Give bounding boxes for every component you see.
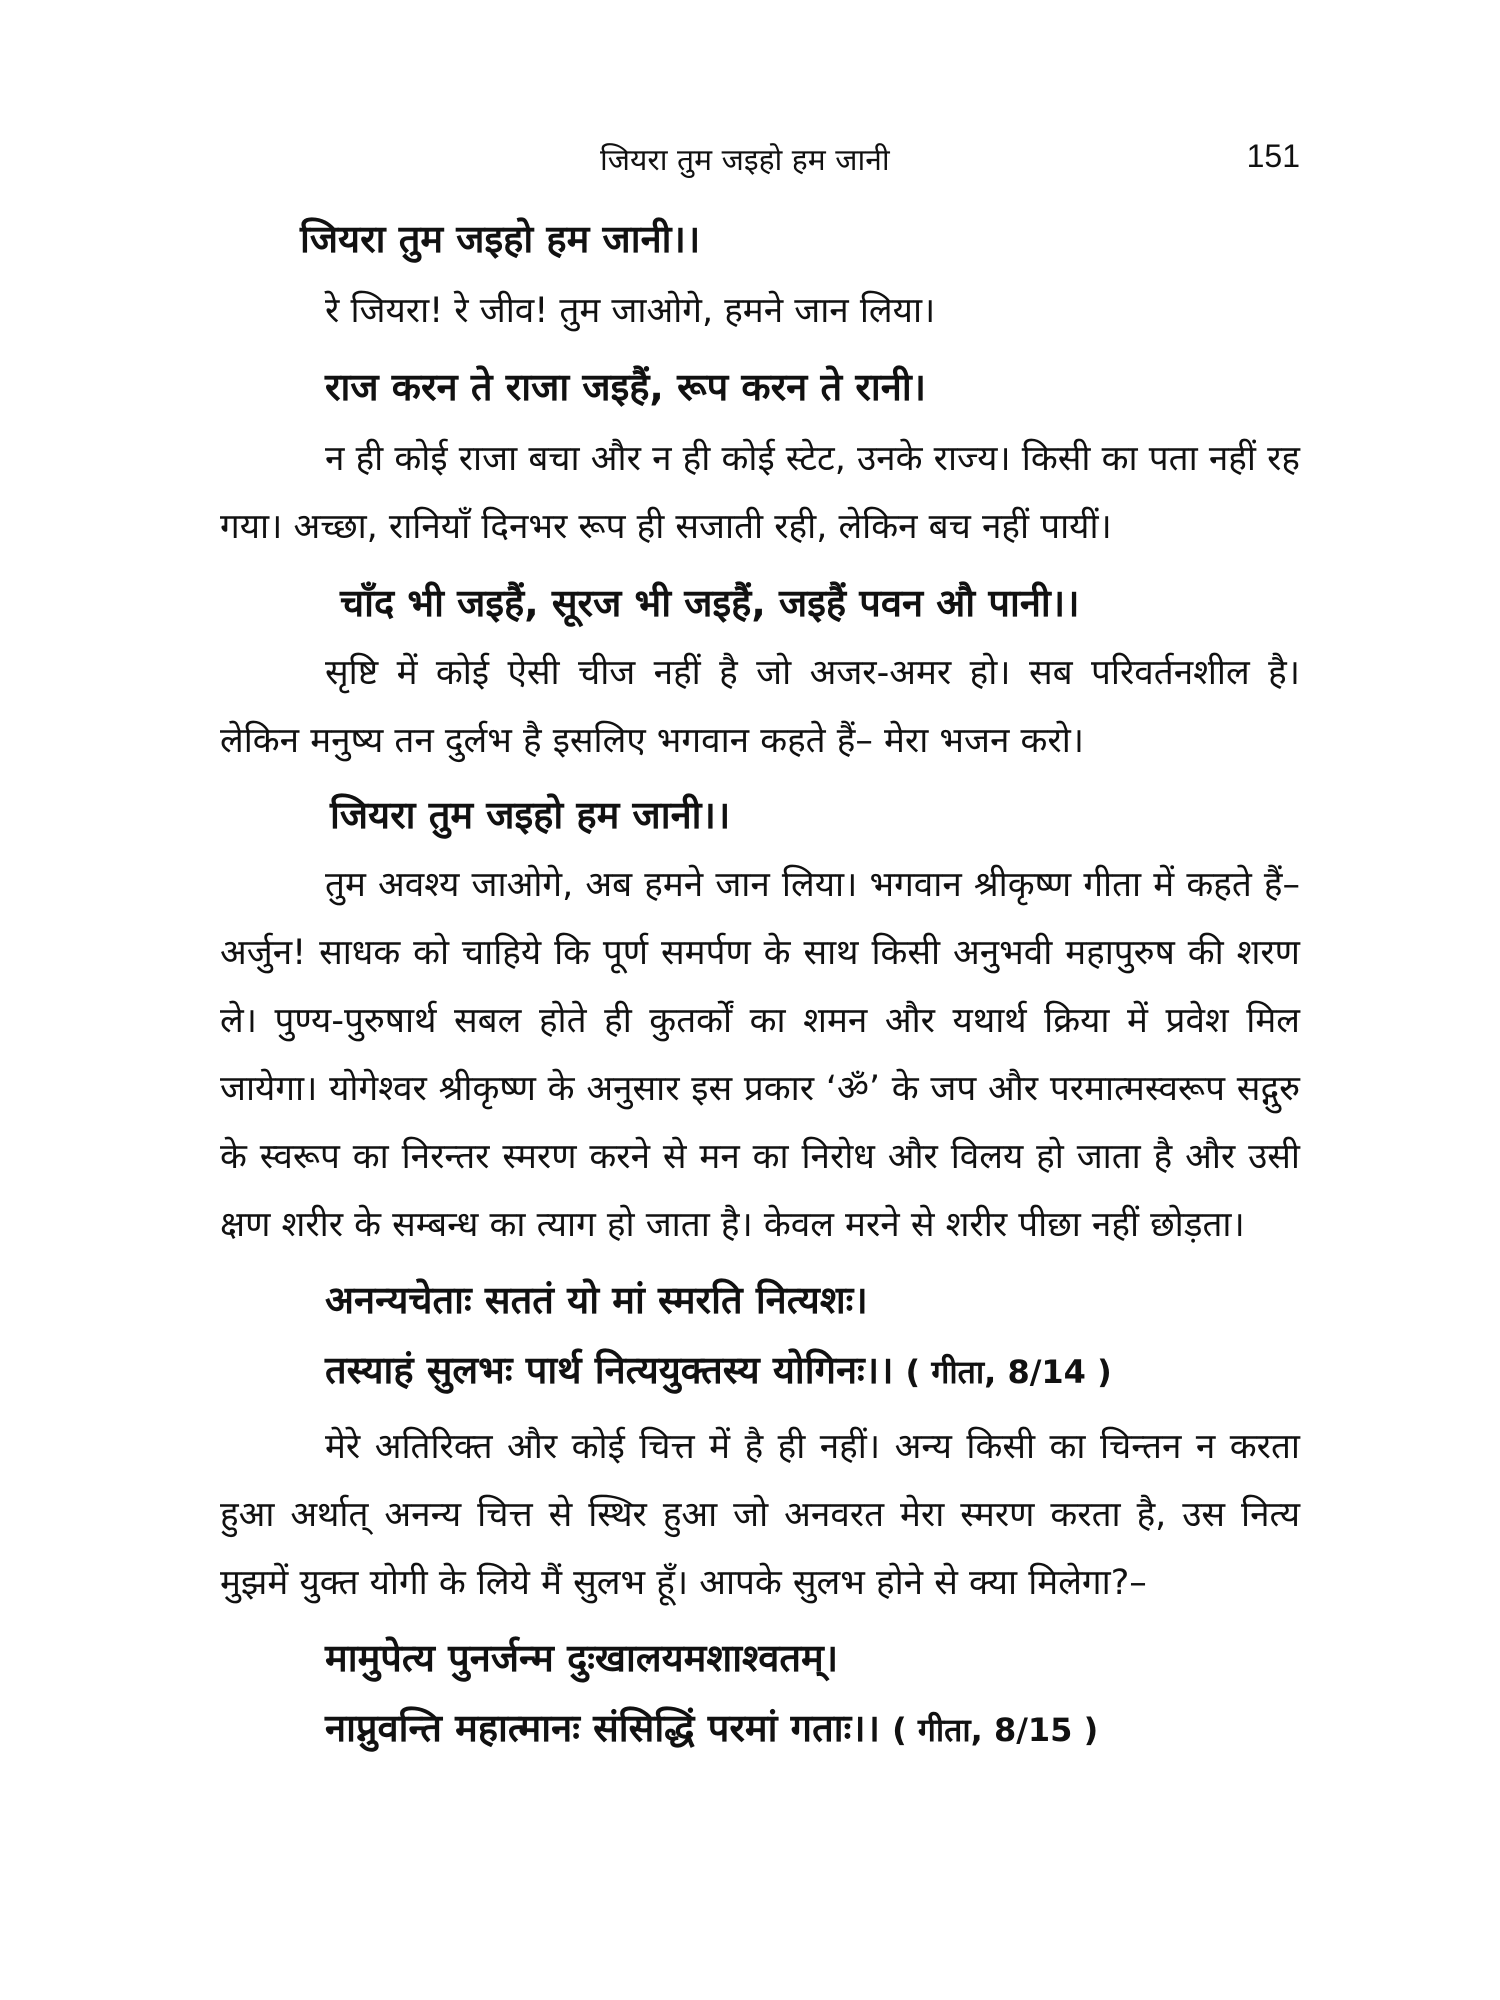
- sloka-line-text: नाप्नुवन्ति महात्मानः संसिद्धिं परमां गताः।।: [325, 1706, 881, 1750]
- gloss-paragraph-5: मेरे अतिरिक्त और कोई चित्त में है ही नहीं। अन्य किसी का चिन्तन न करता हुआ अर्थात् अनन्य चित्त से स्थिर हुआ जो अनवरत मेरा स्मरण करता है, उस नित्य मुझमें युक्त योगी के लिये मैं सुलभ हूँ। आपके सुलभ होने से क्या मिलेगा?–: [220, 1427, 1300, 1603]
- verse-chand-suraj: चाँद भी जइहैं, सूरज भी जइहैं, जइहैं पवन औ पानी।।: [340, 581, 1080, 625]
- gita-sloka-8-14: [220, 1265, 1300, 1407]
- verse-raj-karan: राज करन ते राजा जइहैं, रूप करन ते रानी।: [325, 365, 927, 409]
- sloka-line: [220, 1693, 1300, 1765]
- running-title: जियरा तुम जइहो हम जानी: [600, 143, 890, 178]
- gita-reference: ( गीता, 8/14 ): [905, 1353, 1112, 1391]
- sloka-line: अनन्यचेताः सततं यो मां स्मरति नित्यशः।: [325, 1278, 868, 1322]
- sloka-line-text: तस्याहं सुलभः पार्थ नित्ययुक्तस्य योगिनः।।: [325, 1348, 894, 1392]
- page-number: 151: [1246, 138, 1300, 174]
- gloss-paragraph-1: रे जियरा! रे जीव! तुम जाओगे, हमने जान लिया।: [325, 291, 936, 331]
- gloss-paragraph-3: सृष्टि में कोई ऐसी चीज नहीं है जो अजर-अमर हो। सब परिवर्तनशील है। लेकिन मनुष्य तन दुर्लभ है इसलिए भगवान कहते हैं– मेरा भजन करो।: [220, 653, 1300, 761]
- sloka-line: [220, 1335, 1300, 1407]
- sloka-line: मामुपेत्य पुनर्जन्म दुःखालयमशाश्वतम्।: [325, 1636, 839, 1680]
- gita-reference: ( गीता, 8/15 ): [892, 1711, 1099, 1749]
- page-header: [220, 138, 1300, 188]
- page-content: [220, 205, 1300, 1771]
- gloss-paragraph-4: तुम अवश्य जाओगे, अब हमने जान लिया। भगवान श्रीकृष्ण गीता में कहते हैं– अर्जुन! साधक को चाहिये कि पूर्ण समर्पण के साथ किसी अनुभवी महापुरुष की शरण ले। पुण्य-पुरुषार्थ सबल होते ही कुतर्कों का शमन और यथार्थ क्रिया में प्रवेश मिल जायेगा। योगेश्वर श्रीकृष्ण के अनुसार इस प्रकार ‘ॐ’ के जप और परमात्मस्वरूप सद्गुरु के स्वरूप का निरन्तर स्मरण करने से मन का निरोध और विलय हो जाता है और उसी क्षण शरीर के सम्बन्ध का त्याग हो जाता है। केवल मरने से शरीर पीछा नहीं छोड़ता।: [220, 865, 1300, 1245]
- gita-sloka-8-15: [220, 1623, 1300, 1765]
- gloss-paragraph-2: न ही कोई राजा बचा और न ही कोई स्टेट, उनके राज्य। किसी का पता नहीं रह गया। अच्छा, रानियाँ दिनभर रूप ही सजाती रही, लेकिन बच नहीं पायीं।: [220, 439, 1300, 547]
- verse-refrain-1: जियरा तुम जइहो हम जानी।।: [300, 217, 701, 261]
- verse-refrain-2: जियरा तुम जइहो हम जानी।।: [330, 793, 731, 837]
